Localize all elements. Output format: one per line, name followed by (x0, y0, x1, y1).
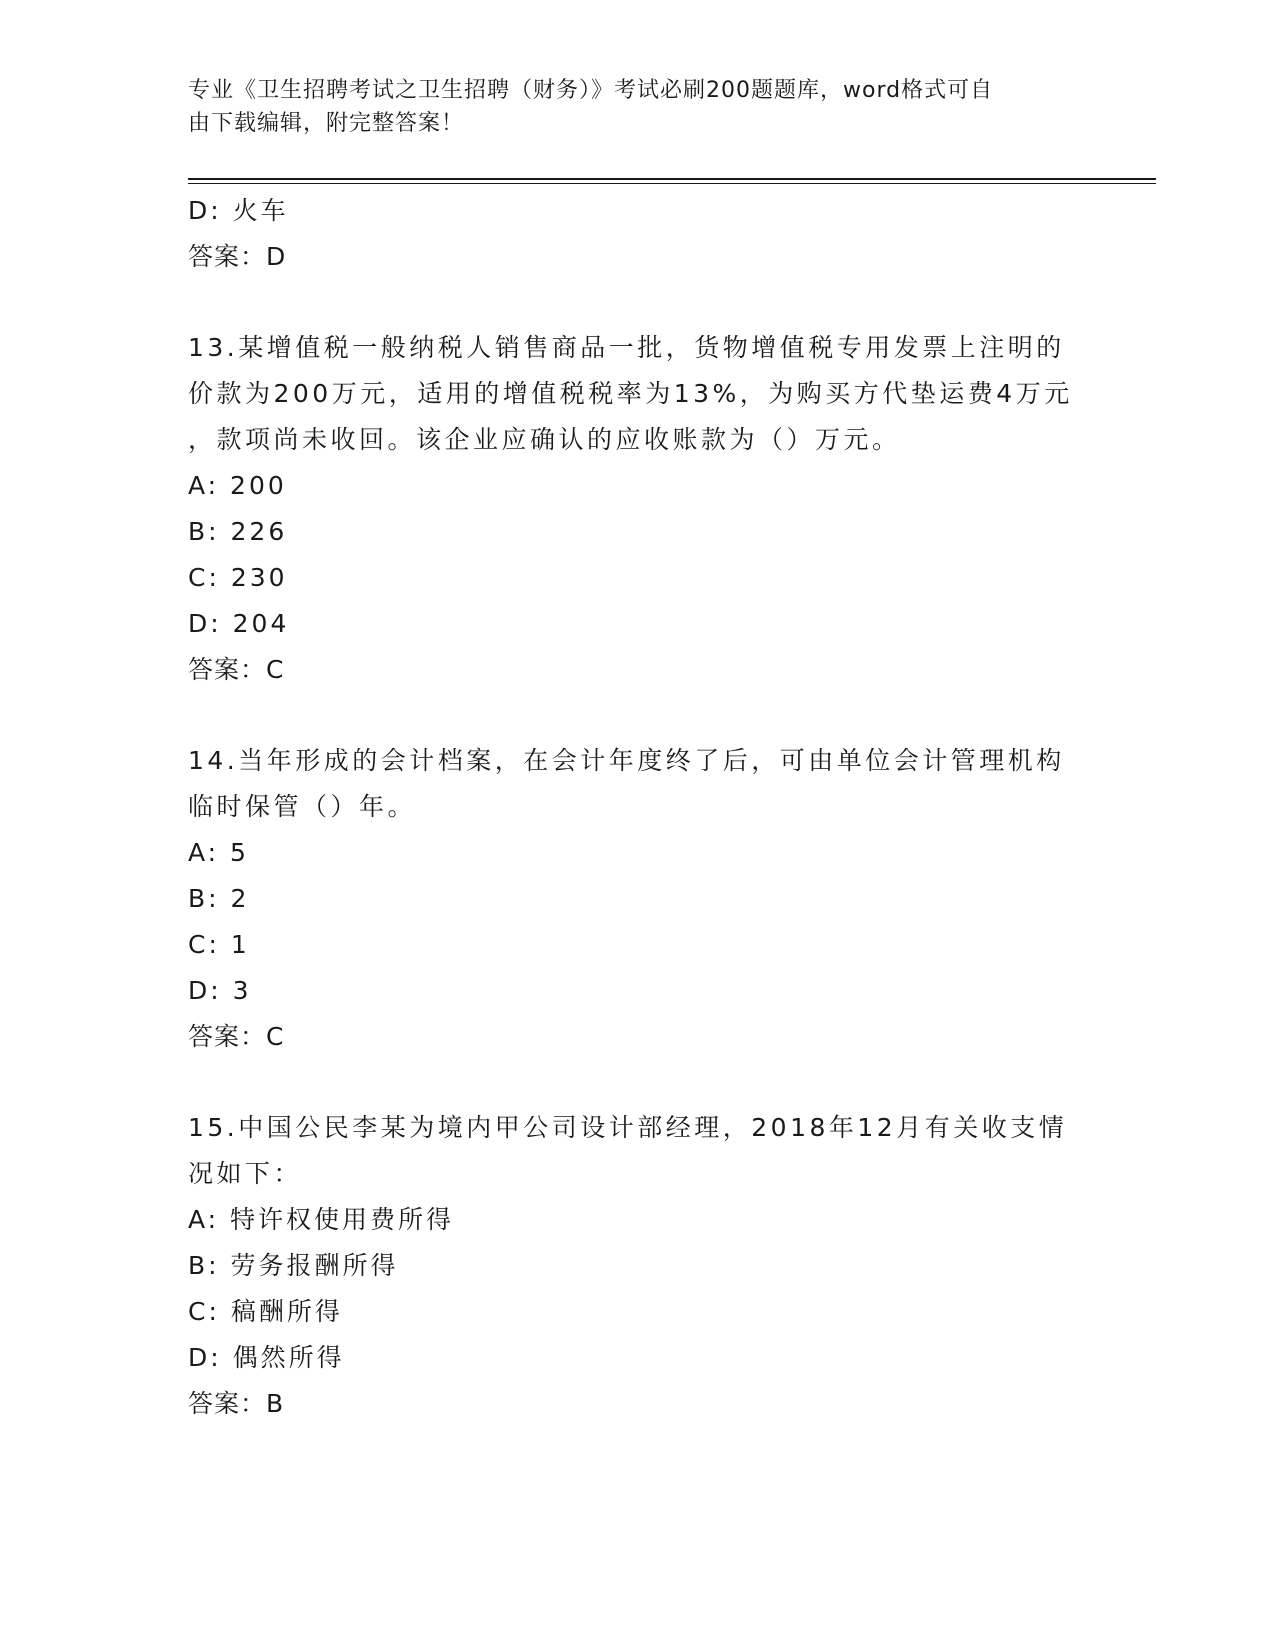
header-line-2: 由下载编辑，附完整答案！ (188, 111, 465, 136)
option-c (188, 555, 1088, 601)
option-b (188, 509, 1088, 555)
answer-value: B (266, 1389, 285, 1418)
question-text-line: 临时保管（）年。 (188, 792, 417, 821)
option-value: 2 (230, 884, 250, 913)
option-value: 5 (230, 838, 249, 867)
option-value: 偶然所得 (232, 1343, 345, 1372)
answer-line (188, 234, 1088, 280)
option-c (188, 1289, 1088, 1335)
answer-value: C (266, 655, 285, 684)
option-d (188, 601, 1088, 647)
question-15 (188, 1105, 1088, 1197)
question-text-line: 价款为200万元，适用的增值税税率为13%，为购买方代垫运费4万元 (188, 379, 1073, 408)
option-value: 226 (230, 517, 288, 546)
option-d (188, 188, 1088, 234)
question-text-line: 况如下： (188, 1159, 303, 1188)
option-separator: : (208, 563, 231, 592)
option-value: 特许权使用费所得 (230, 1205, 455, 1234)
option-b (188, 876, 1088, 922)
question-text-line: 15.中国公民李某为境内甲公司设计部经理，2018年12月有关收支情 (188, 1113, 1068, 1142)
header-line-1: 专业《卫生招聘考试之卫生招聘（财务）》考试必刷200题题库，word格式可自 (188, 78, 994, 103)
option-key: B (188, 517, 209, 546)
option-d (188, 1335, 1088, 1381)
option-key: D (188, 1343, 211, 1372)
answer-line (188, 647, 1088, 693)
answer-value: D (266, 242, 287, 271)
answer-label: 答案： (188, 242, 267, 271)
header-divider-thick (188, 178, 1156, 180)
option-separator: : (210, 1343, 233, 1372)
answer-line (188, 1381, 1088, 1427)
option-value: 火车 (232, 196, 289, 225)
option-key: B (188, 1251, 209, 1280)
option-key: C (188, 563, 209, 592)
option-d (188, 968, 1088, 1014)
question-text-line: ，款项尚未收回。该企业应确认的应收账款为（）万元。 (188, 425, 901, 454)
option-value: 3 (232, 976, 252, 1005)
question-text-line: 13.某增值税一般纳税人销售商品一批，货物增值税专用发票上注明的 (188, 333, 1065, 362)
option-separator: : (207, 1205, 231, 1234)
option-a (188, 1197, 1088, 1243)
option-value: 204 (232, 609, 290, 638)
option-separator: : (210, 196, 233, 225)
document-header (188, 74, 1088, 140)
option-separator: : (210, 609, 233, 638)
question-13 (188, 325, 1088, 463)
option-separator: : (208, 1251, 231, 1280)
option-key: B (188, 884, 209, 913)
option-separator: : (207, 471, 231, 500)
option-key: C (188, 930, 209, 959)
option-value: 稿酬所得 (230, 1297, 343, 1326)
option-key: D (188, 609, 211, 638)
question-text-line: 14.当年形成的会计档案，在会计年度终了后，可由单位会计管理机构 (188, 746, 1065, 775)
option-a (188, 830, 1088, 876)
option-key: A (188, 838, 208, 867)
option-key: D (188, 196, 211, 225)
option-value: 200 (230, 471, 287, 500)
option-separator: : (208, 1297, 231, 1326)
answer-label: 答案： (188, 1022, 267, 1051)
option-a (188, 463, 1088, 509)
option-separator: : (207, 838, 231, 867)
answer-label: 答案： (188, 1389, 267, 1418)
header-divider-thin (188, 183, 1156, 184)
answer-value: C (266, 1022, 285, 1051)
option-value: 1 (230, 930, 250, 959)
option-key: D (188, 976, 211, 1005)
option-key: A (188, 1205, 208, 1234)
option-separator: : (210, 976, 233, 1005)
option-b (188, 1243, 1088, 1289)
option-value: 劳务报酬所得 (230, 1251, 399, 1280)
answer-label: 答案： (188, 655, 267, 684)
document-body (188, 188, 1088, 1427)
option-key: A (188, 471, 208, 500)
option-separator: : (208, 884, 231, 913)
option-separator: : (208, 930, 231, 959)
option-key: C (188, 1297, 209, 1326)
option-c (188, 922, 1088, 968)
question-14 (188, 738, 1088, 830)
option-value: 230 (230, 563, 288, 592)
answer-line (188, 1014, 1088, 1060)
option-separator: : (208, 517, 231, 546)
